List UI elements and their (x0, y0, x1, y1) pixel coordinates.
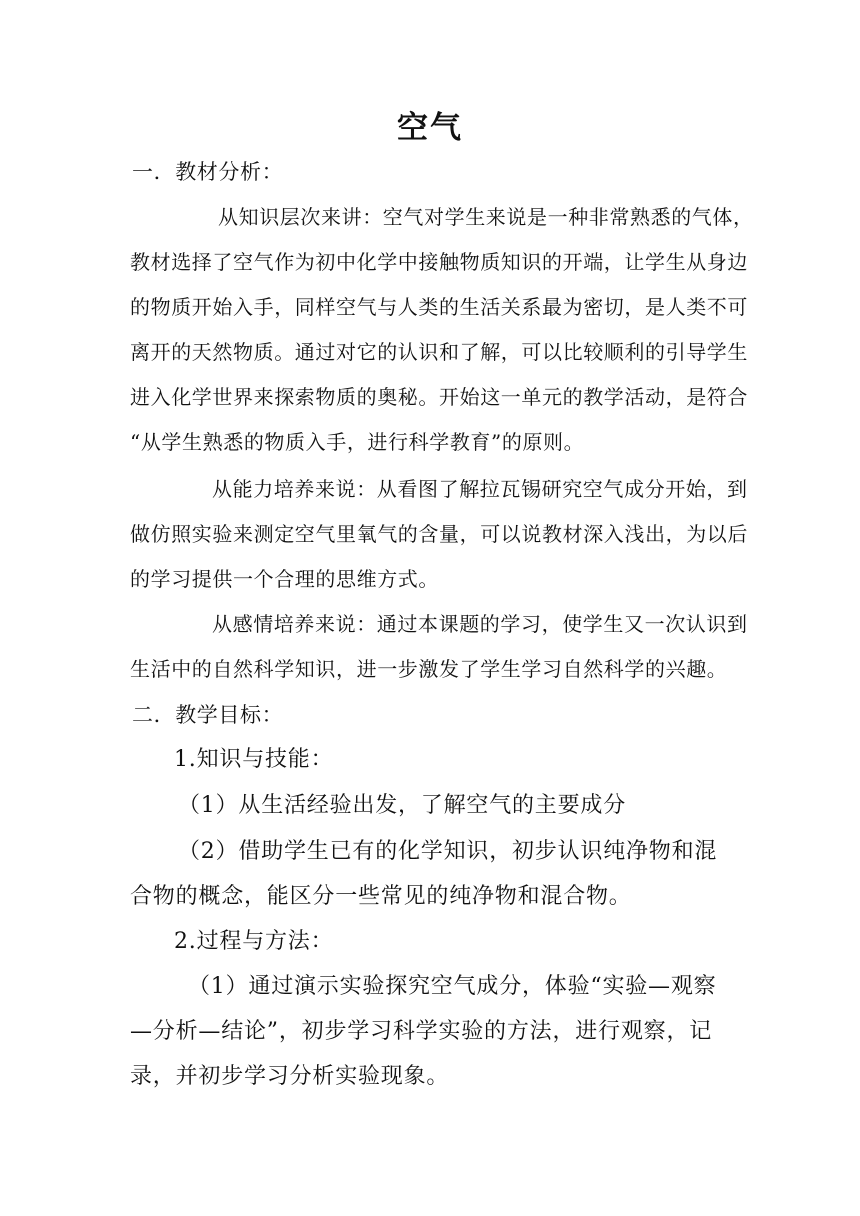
paragraph-knowledge-line-2: 教材选择了空气作为初中化学中接触物质知识的开端，让学生从身边 (130, 250, 748, 274)
paragraph-emotion-line-2: 生活中的自然科学知识，进一步激发了学生学习自然科学的兴趣。 (130, 657, 728, 681)
section-heading-teaching-material-analysis: 一．教材分析： (132, 160, 284, 184)
objective-item-3-line-3: 录，并初步学习分析实验现象。 (130, 1064, 450, 1089)
paragraph-ability-line-3: 的学习提供一个合理的思维方式。 (130, 567, 439, 591)
section-heading-teaching-objectives: 二．教学目标： (132, 703, 284, 727)
objective-item-2-line-1: （2）借助学生已有的化学知识，初步认识纯净物和混 (178, 839, 718, 864)
objective-item-1: （1）从生活经验出发，了解空气的主要成分 (178, 793, 626, 818)
document-title: 空气 (397, 110, 463, 146)
paragraph-knowledge-line-4: 离开的天然物质。通过对它的认识和了解，可以比较顺利的引导学生 (130, 340, 748, 364)
subheading-process-and-methods: 2.过程与方法： (174, 929, 334, 954)
paragraph-ability-line-1: 从能力培养来说：从看图了解拉瓦锡研究空气成分开始，到 (212, 477, 748, 501)
objective-item-3-line-2: —分析—结论”，初步学习科学实验的方法，进行观察，记 (130, 1019, 713, 1044)
paragraph-knowledge-line-1: 从知识层次来讲：空气对学生来说是一种非常熟悉的气体， (218, 205, 754, 229)
subheading-knowledge-and-skills: 1.知识与技能： (174, 747, 334, 772)
paragraph-ability-line-2: 做仿照实验来测定空气里氧气的含量，可以说教材深入浅出，为以后 (130, 522, 748, 546)
paragraph-knowledge-line-3: 的物质开始入手，同样空气与人类的生活关系最为密切，是人类不可 (130, 295, 748, 319)
objective-item-3-line-1: （1）通过演示实验探究空气成分，体验“实验—观察 (188, 974, 717, 999)
paragraph-knowledge-line-5: 进入化学世界来探索物质的奥秘。开始这一单元的教学活动，是符合 (130, 385, 748, 409)
paragraph-knowledge-line-6: “从学生熟悉的物质入手，进行科学教育”的原则。 (130, 430, 585, 454)
paragraph-emotion-line-1: 从感情培养来说：通过本课题的学习，使学生又一次认识到 (212, 612, 748, 636)
objective-item-2-line-2: 合物的概念，能区分一些常见的纯净物和混合物。 (130, 884, 632, 909)
